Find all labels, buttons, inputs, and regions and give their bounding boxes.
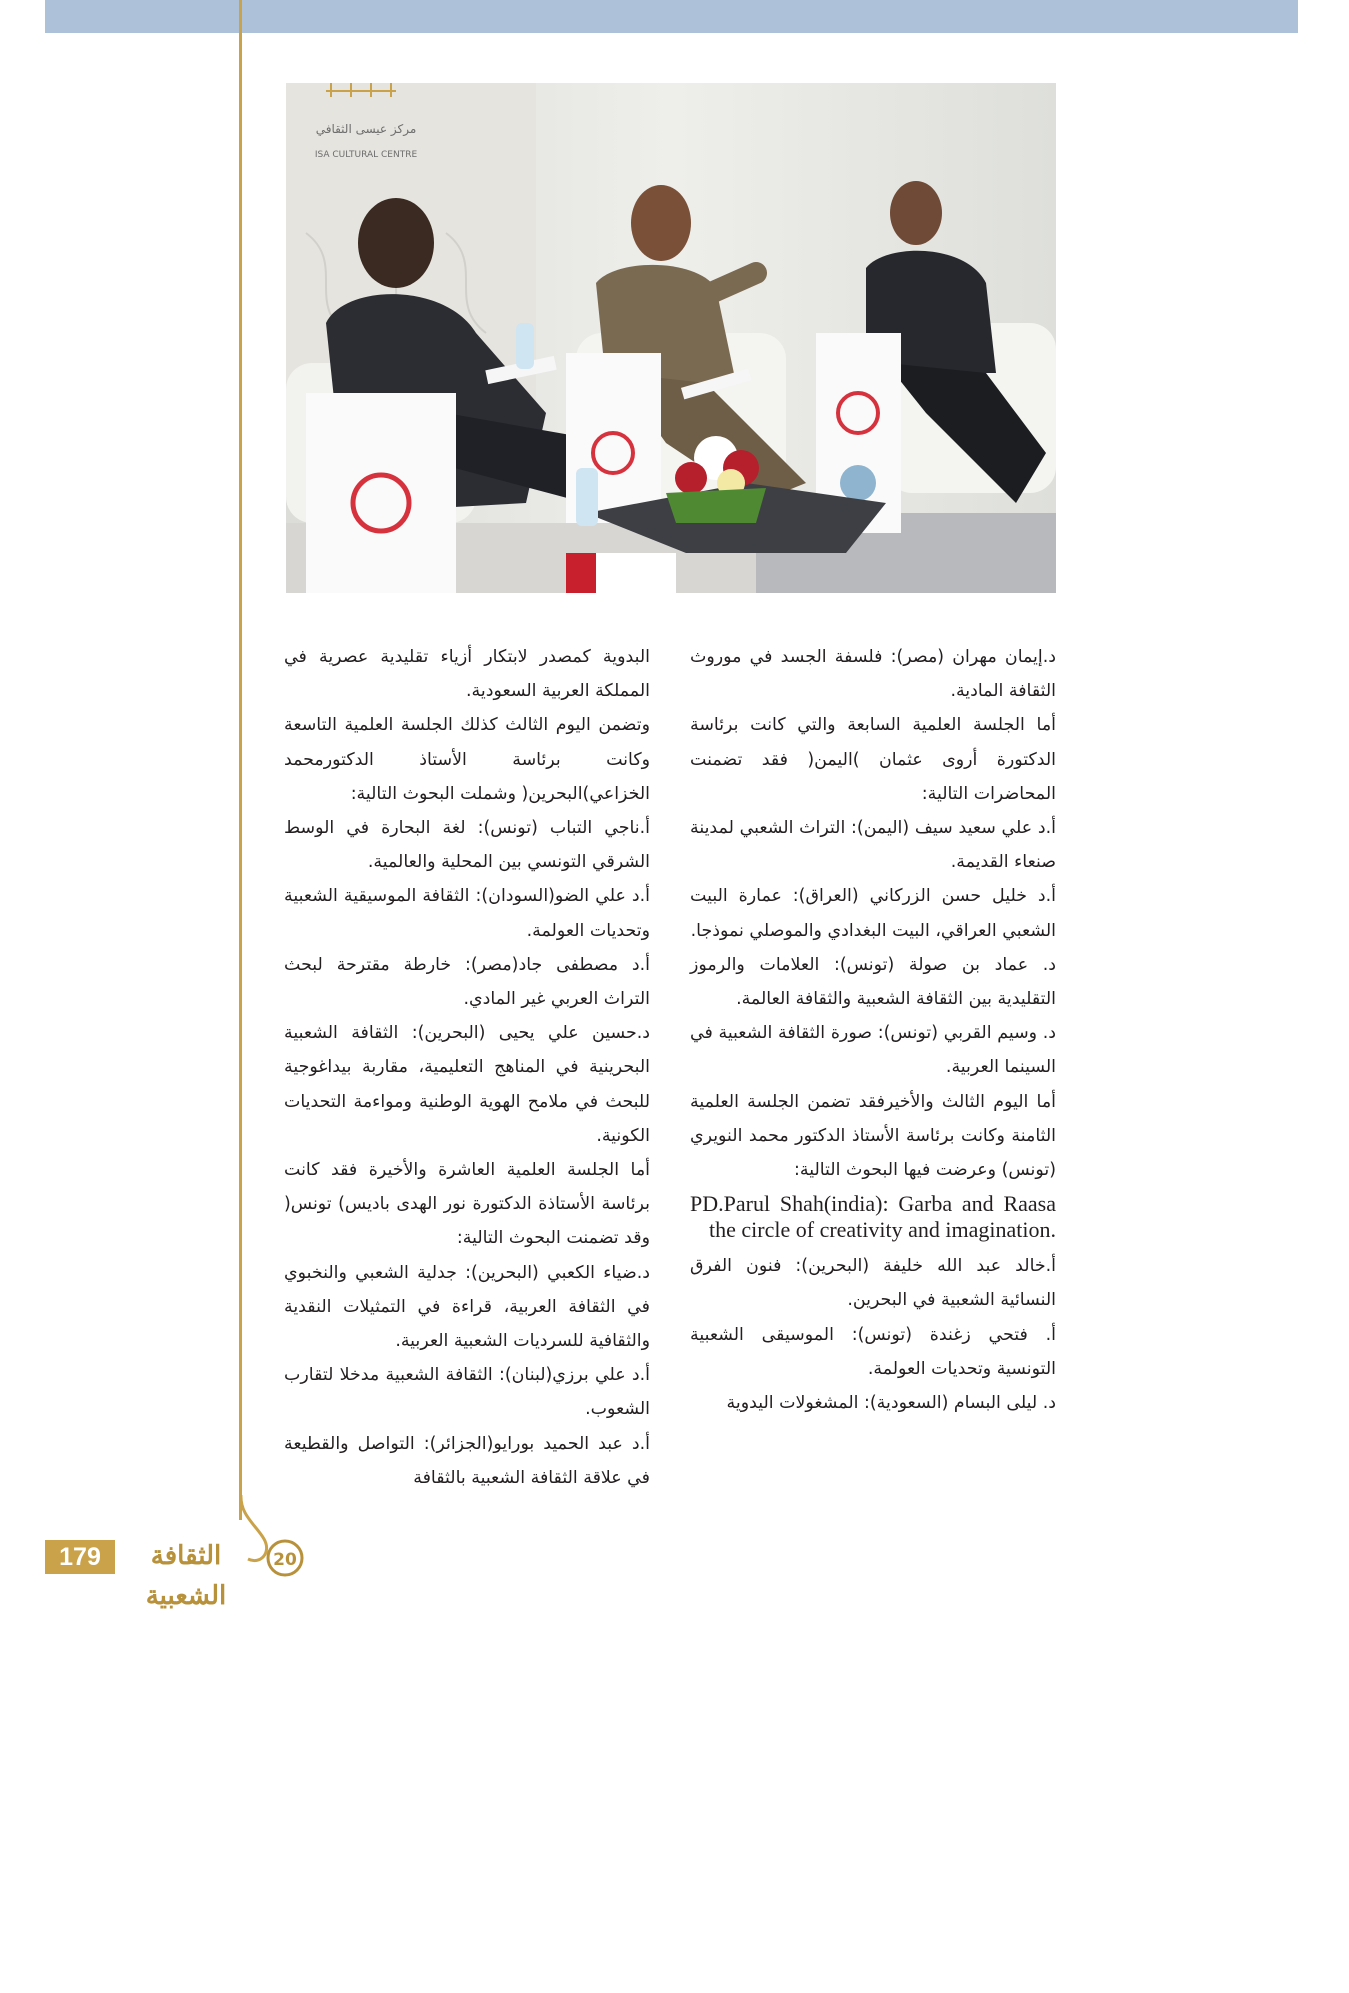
paragraph: د. عماد بن صولة (تونس): العلامات والرموز التقليدية بين الثقافة الشعبية والثقافة العالمة. — [690, 954, 1056, 1010]
magazine-logo: الثقافة الشعبية — [145, 1541, 227, 1611]
decorative-vertical-rule — [239, 0, 242, 1520]
paragraph: أ.د علي الضو(السودان): الثقافة الموسيقية الشعبية وتحديات العولمة. — [284, 886, 650, 941]
paragraph: أ.د خليل حسن الزركاني (العراق): عمارة البيت الشعبي العراقي، البيت البغدادي والموصلي نموذجا. — [690, 886, 1056, 941]
paragraph: أ.ناجي التباب (تونس): لغة البحارة في الوسط الشرقي التونسي بين المحلية والعالمية. — [284, 818, 650, 873]
article-column-left — [284, 640, 650, 1495]
backdrop-english-text: ISA CULTURAL CENTRE — [314, 150, 418, 160]
paragraph: أ. فتحي زغندة (تونس): الموسيقى الشعبية التونسية وتحديات العولمة. — [690, 1324, 1056, 1379]
paragraph: د.ضياء الكعبي (البحرين): جدلية الشعبي والنخبوي في الثقافة العربية، قراءة في التمثيلات النقدية والثقافية للسرديات الشعبية العربية. — [284, 1262, 650, 1352]
paragraph: أ.د علي سعيد سيف (اليمن): التراث الشعبي لمدينة صنعاء القديمة. — [690, 818, 1056, 873]
paragraph: أما الجلسة العلمية العاشرة والأخيرة فقد كانت برئاسة الأستاذة الدكتورة نور الهدى باديس) تونس( وقد تضمنت البحوث التالية: — [284, 1160, 650, 1249]
paragraph: البدوية كمصدر لابتكار أزياء تقليدية عصرية في المملكة العربية السعودية. — [284, 647, 650, 702]
backdrop-arabic-text: مركز عيسى الثقافي — [315, 122, 417, 136]
anniversary-seal-icon — [265, 1536, 305, 1578]
paragraph: أ.خالد عبد الله خليفة (البحرين): فنون الفرق النسائية الشعبية في البحرين. — [690, 1256, 1056, 1311]
paragraph: أ.د عبد الحميد بورايو(الجزائر): التواصل والقطيعة في علاقة الثقافة الشعبية بالثقافة — [284, 1433, 650, 1488]
english-paragraph: PD.Parul Shah(india): Garba and Raasa the circle of creativity and imagination. — [690, 1191, 1056, 1243]
paragraph: وتضمن اليوم الثالث كذلك الجلسة العلمية التاسعة وكانت برئاسة الأستاذ الدكتورمحمد الخزاعي)البحرين( وشملت البحوث التالية: — [284, 715, 650, 804]
conference-panel-photo — [286, 83, 1056, 593]
page-number: 179 — [45, 1540, 115, 1574]
top-color-band — [45, 0, 1298, 33]
paragraph: د.حسين علي يحيى (البحرين): الثقافة الشعبية البحرينية في المناهج التعليمية، مقاربة بيداغوجية للبحث في ملامح الهوية الوطنية ومواءمة التحديات الكونية. — [284, 1023, 650, 1146]
article-column-right — [690, 640, 1056, 1420]
paragraph: أ.د مصطفى جاد(مصر): خارطة مقترحة لبحث التراث العربي غير المادي. — [284, 954, 650, 1010]
paragraph: أ.د علي برزي(لبنان): الثقافة الشعبية مدخلا لتقارب الشعوب. — [284, 1365, 650, 1420]
paragraph: د. ليلى البسام (السعودية): المشغولات اليدوية — [726, 1393, 1056, 1414]
seal-number: 20 — [273, 1550, 297, 1570]
paragraph: أما الجلسة العلمية السابعة والتي كانت برئاسة الدكتورة أروى عثمان )اليمن( فقد تضمنت المحاضرات التالية: — [690, 715, 1056, 804]
paragraph: د.إيمان مهران (مصر): فلسفة الجسد في موروث الثقافة المادية. — [690, 647, 1056, 702]
paragraph: د. وسيم القربي (تونس): صورة الثقافة الشعبية في السينما العربية. — [690, 1023, 1056, 1078]
paragraph: أما اليوم الثالث والأخيرفقد تضمن الجلسة العلمية الثامنة وكانت برئاسة الأستاذ الدكتور محمد النويري (تونس) وعرضت فيها البحوث التالية: — [690, 1091, 1056, 1181]
